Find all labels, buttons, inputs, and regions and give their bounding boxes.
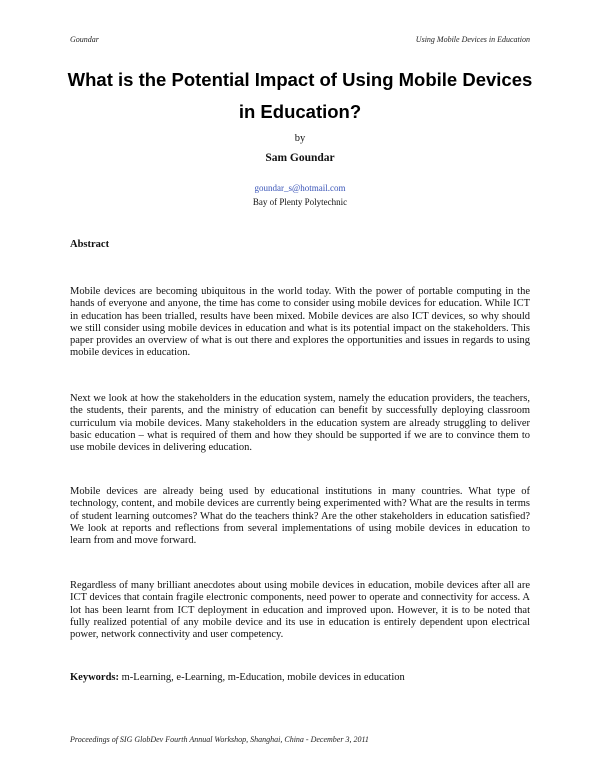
running-header-title: Using Mobile Devices in Education (415, 35, 530, 44)
abstract-paragraph-4: Regardless of many brilliant anecdotes about using mobile devices in education, mobile devices after all are ICT devices that contain fragile electronic components, need power to operate and connectivity for access. A lot has been learnt from ICT deployment in education and improved upon. However, it is to be noted that fully realized potential of any mobile device and its use in education is entirely dependent upon electrical power, network connectivity and user competency. (70, 580, 530, 641)
author-email-link[interactable]: goundar_s@hotmail.com (254, 183, 346, 193)
keywords-line (70, 672, 530, 683)
paper-title-line-2: in Education? (238, 101, 362, 122)
abstract-paragraph-1: Mobile devices are becoming ubiquitous in the world today. With the power of portable computing in the hands of everyone and anyone, the time has come to consider using mobile devices for education. While ICT in education has been trialled, results have been mixed. Mobile devices are also ICT devices, so why should we still consider using mobile devices in education and what is its potential impact on the stakeholders. This paper provides an overview of what is out there and explores the opportunities and issues in regards to using mobile devices in education. (70, 286, 530, 359)
page-footer: Proceedings of SIG GlobDev Fourth Annual Workshop, Shanghai, China - December 3, 2011 (70, 735, 369, 744)
abstract-heading: Abstract (70, 239, 110, 250)
abstract-paragraph-3: Mobile devices are already being used by educational institutions in many countries. What type of technology, content, and mobile devices are currently being experimented with? What are the results in terms of student learning outcomes? What do the teachers think? Are the other stakeholders in education satisfied? We look at reports and reflections from several implementations of using mobile devices in education to learn from and move forward. (70, 486, 530, 547)
paper-title (40, 64, 560, 128)
by-label: by (294, 133, 306, 144)
author-institution: Bay of Plenty Polytechnic (252, 197, 348, 207)
author-email-row (40, 178, 560, 196)
keywords-label: Keywords: (70, 672, 119, 683)
keywords-text: m-Learning, e-Learning, m-Education, mobile devices in education (119, 672, 405, 683)
running-header-author: Goundar (70, 35, 99, 44)
paper-title-line-1: What is the Potential Impact of Using Mobile Devices (67, 69, 533, 90)
abstract-paragraph-2: Next we look at how the stakeholders in the education system, namely the education providers, the teachers, the students, their parents, and the ministry of education can benefit by successfully deploying classroom curriculum via mobile devices. Many stakeholders in the education system are already struggling to deliver basic education – what is required of them and how they should be supported if we are to convince them to use mobile devices in delivering education. (70, 393, 530, 454)
author-name: Sam Goundar (265, 152, 335, 164)
